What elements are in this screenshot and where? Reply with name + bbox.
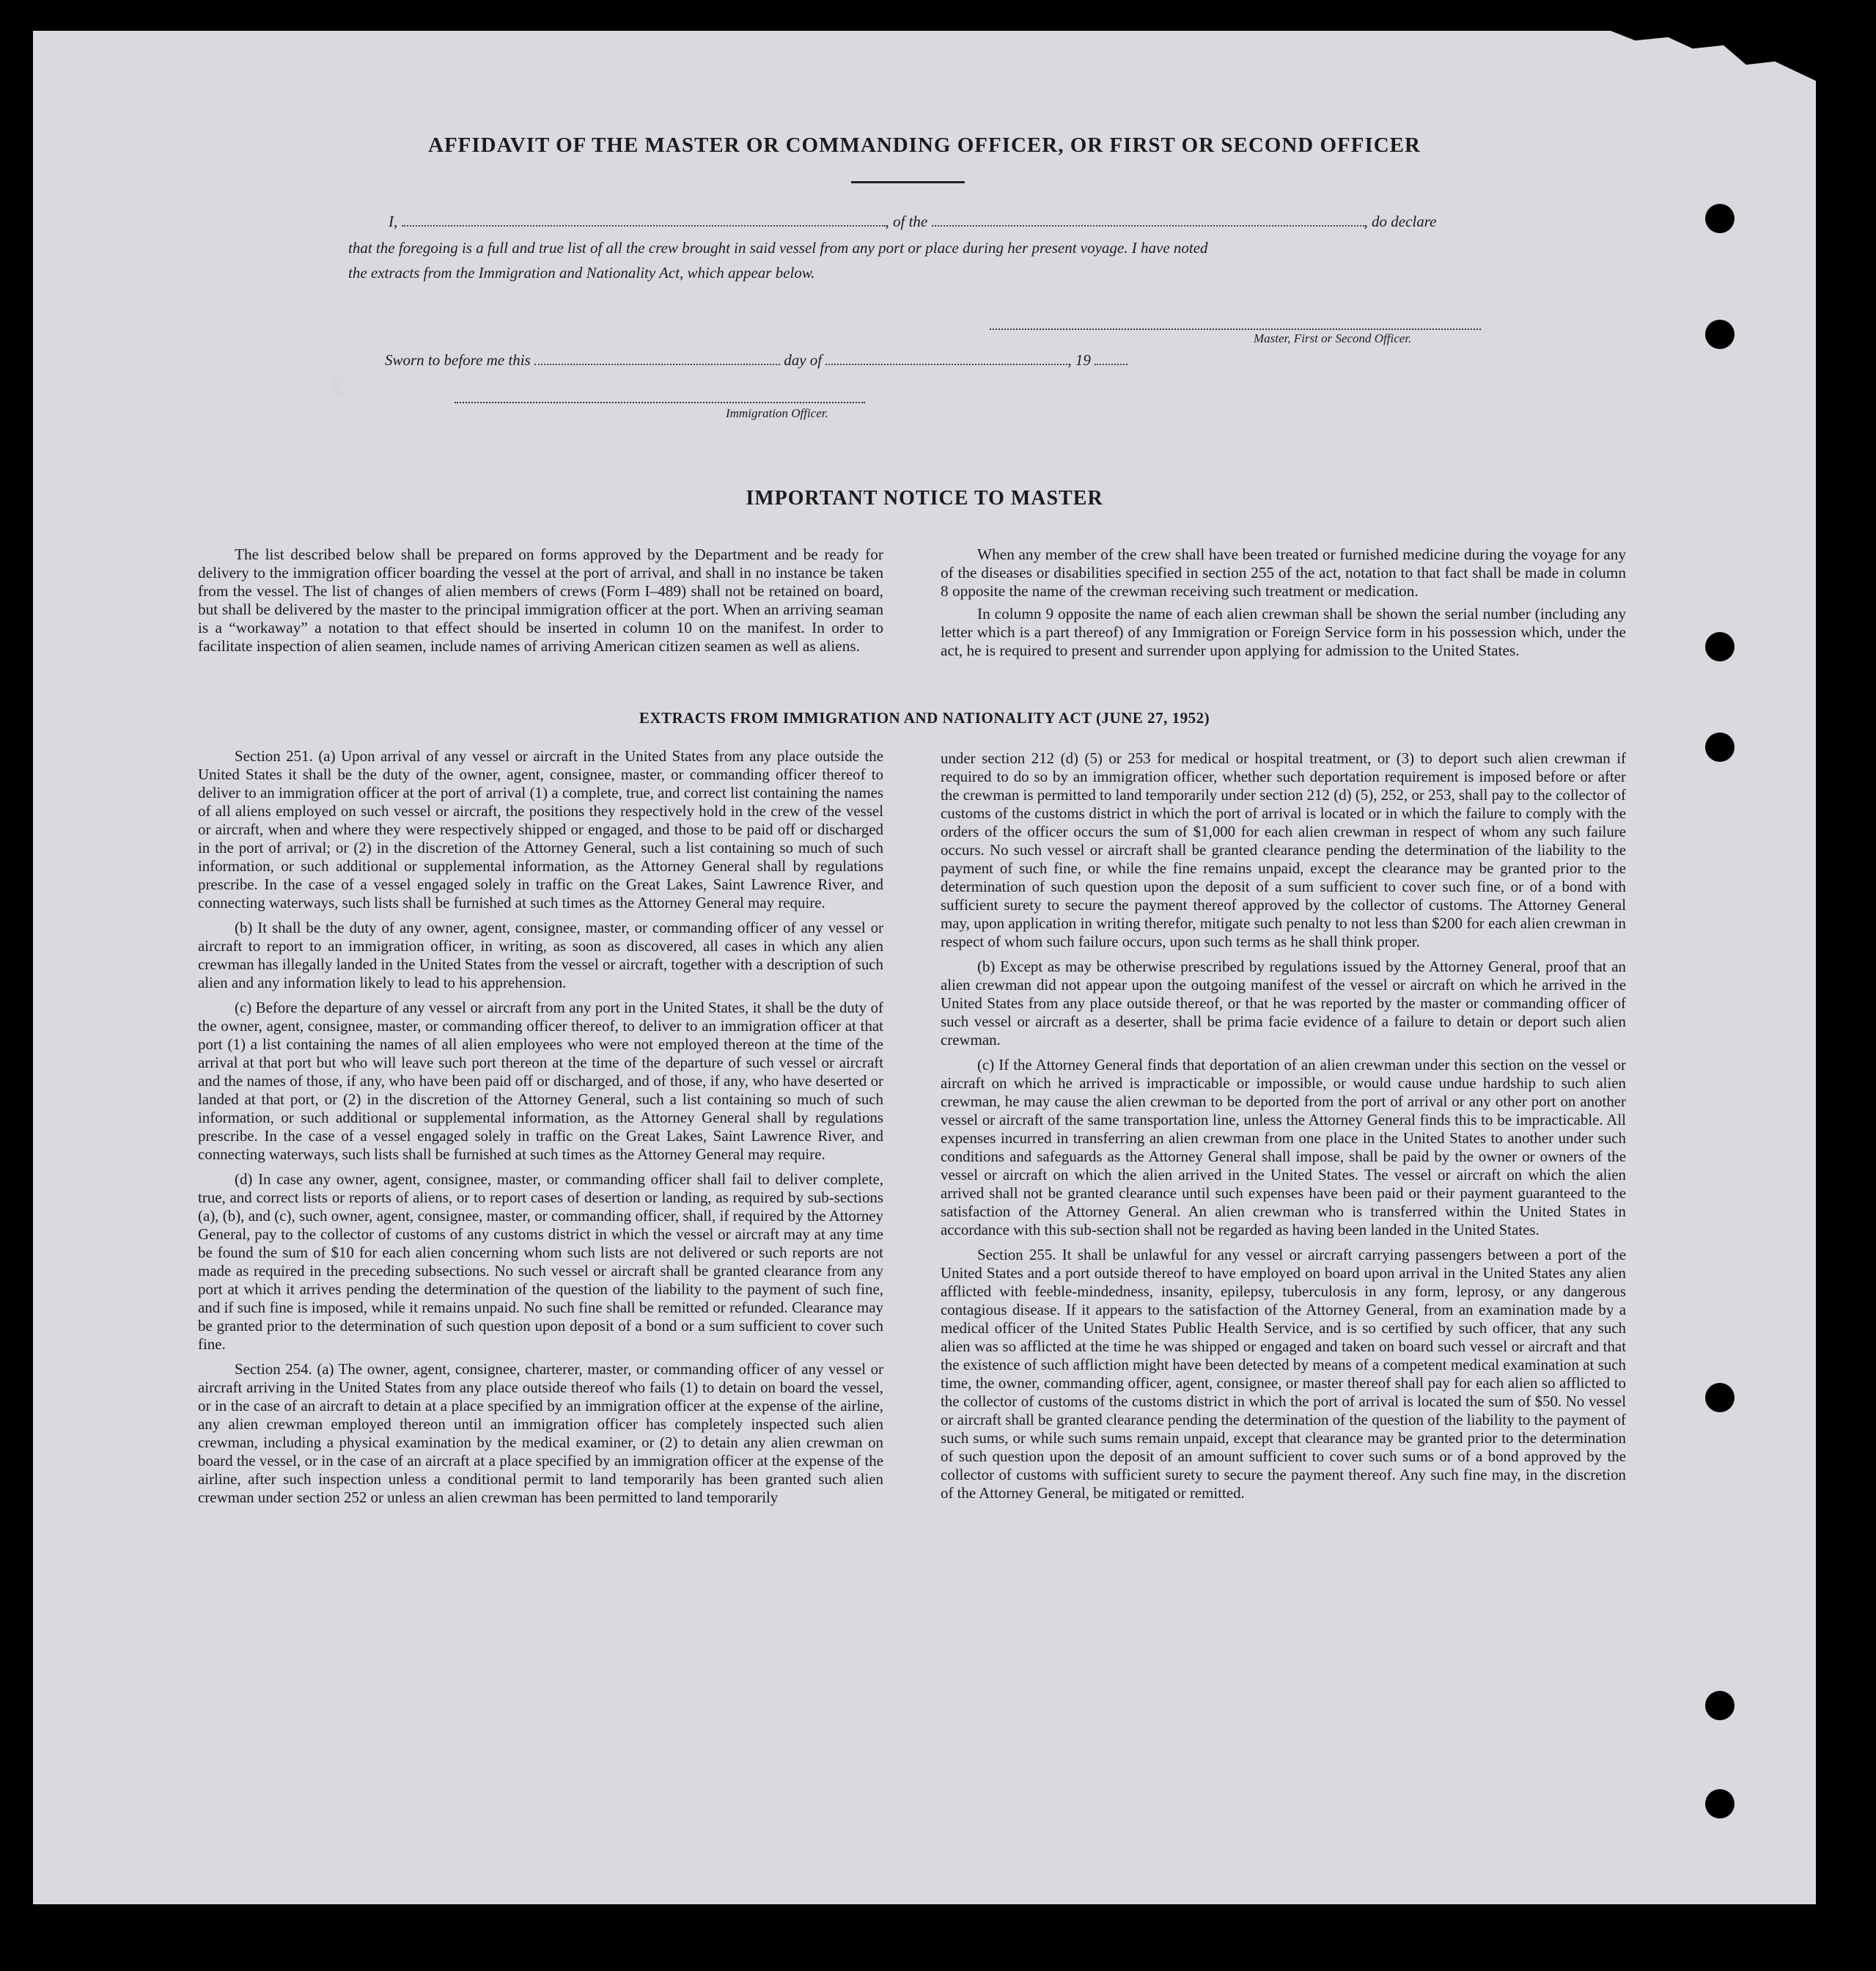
notice-right-column xyxy=(941,546,1626,664)
punch-hole xyxy=(1705,733,1735,762)
bleed-through-text: ░ xyxy=(331,375,342,397)
day-of-label: day of xyxy=(784,351,823,369)
section-paragraph: under section 212 (d) (5) or 253 for medical or hospital treatment, or (3) to deport such alien crewman if required to do so by an immigration officer, whether such deportation requirement is imposed before or after the crewman is permitted to land temporarily under section 212 (d) (5), 252, or 253, shall pay to the collector of customs of the customs district in which the port of arrival is located or in which the failure to comply with the orders of the officer occurs the sum of $1,000 for each alien crewman in respect of whom any such failure occurs. No such vessel or aircraft shall be granted clearance pending the determination of the liability to the payment of such fine, or while the fine remains unpaid, except the clearance may be granted prior to the determination of such question upon the deposit of a sum sufficient to cover such fine, or of a bond with sufficient surety to secure the payment thereof approved by the collector of customs. The Attorney General may, upon application in writing therefor, mitigate such penalty to not less than $200 for each alien crewman in respect of whom such failure occurs, upon such terms as he shall think proper. xyxy=(941,749,1626,950)
punch-hole xyxy=(1705,1383,1735,1412)
of-the-label: , of the xyxy=(885,213,928,230)
affidavit-title: AFFIDAVIT OF THE MASTER OR COMMANDING OFFICER, OR FIRST OR SECOND OFFICER xyxy=(428,133,1421,157)
sworn-year-field-line[interactable] xyxy=(1095,363,1128,365)
extracts-title: EXTRACTS FROM IMMIGRATION AND NATIONALITY ACT (JUNE 27, 1952) xyxy=(639,709,1210,727)
punch-hole xyxy=(1705,320,1735,349)
declaration-body-line-2: the extracts from the Immigration and Nationality Act, which appear below. xyxy=(348,264,815,282)
sworn-label: Sworn to before me this xyxy=(385,351,531,369)
immigration-officer-label: Immigration Officer. xyxy=(726,406,828,420)
section-paragraph: Section 255. It shall be unlawful for any vessel or aircraft carrying passengers between a port of the United States and a port outside thereof to have employed on board upon arrival in the United States any alien afflicted with feeble-mindedness, insanity, epilepsy, tuberculosis in any form, leprosy, or any dangerous contagious disease. If it appears to the satisfaction of the Attorney General, from an examination made by a medical officer of the United States Public Health Service, and is so certified by such officer, that any such alien was so afflicted at the time he was shipped or engaged and taken on board such vessel or aircraft and that the existence of such affliction might have been detected by means of a competent medical examination at such time, the owner, commanding officer, agent, consignee, or master thereof shall pay for each alien so afflicted to the collector of customs of the customs district in which the port of arrival is located the sum of $50. No vessel or aircraft shall be granted clearance pending the determination of the question of the liability to the payment of such sums, or while such sums remain unpaid, except that clearance may be granted prior to the determination of such question upon the deposit of an amount sufficient to cover such sums or of a bond approved by the collector of customs with sufficient surety to secure the payment thereof. Any such fine may, in the discretion of the Attorney General, be mitigated or remitted. xyxy=(941,1246,1626,1502)
declaration-line xyxy=(389,213,1436,231)
notice-paragraph: The list described below shall be prepared on forms approved by the Department and be ready for delivery to the immigration officer boarding the vessel at the port of arrival, and shall in no instance be taken from the vessel. The list of changes of alien members of crews (Form I–489) shall not be retained on board, but shall be delivered by the master to the principal immigration officer at the port. When an arriving seaman is a “workaway” a notation to that effect should be inserted in column 10 on the manifest. In order to facilitate inspection of alien seamen, include names of arriving American citizen seamen as well as aliens. xyxy=(198,546,883,655)
punch-hole xyxy=(1705,1789,1735,1818)
section-paragraph: (c) If the Attorney General finds that deportation of an alien crewman under this section on the vessel or aircraft on which he arrived is impracticable or impossible, or would cause undue hardship to such alien crewman, he may cause the alien crewman to be deported from the port of arrival or any other port on another vessel or aircraft of the same transportation line, unless the Attorney General finds this to be impracticable. All expenses incurred in transferring an alien crewman from one place in the United States to another under such conditions and safeguards as the Attorney General shall impose, shall be paid by the owner or owners of the vessel or aircraft on which the alien arrived in the United States. The vessel or aircraft on which the alien arrived shall not be granted clearance until such expenses have been paid or their payment guaranteed to the satisfaction of the Attorney General. An alien crewman who is transferred within the United States in accordance with this sub-section shall not be regarded as having been landed in the United States. xyxy=(941,1056,1626,1238)
notice-left-column xyxy=(198,546,883,662)
punch-hole xyxy=(1705,204,1735,233)
punch-hole xyxy=(1705,1691,1735,1720)
section-paragraph: (c) Before the departure of any vessel or aircraft from any port in the United States, it shall be the duty of the owner, agent, consignee, master, or commanding officer thereof, to deliver to an immigration officer at that port (1) a list containing the names of all alien employees who were not employed thereon at the time of the arrival at that port but who will leave such port thereon at the time of the departure of such vessel or aircraft and the names of those, if any, who have been paid off or discharged, and of those, if any, who have deserted or landed at that port, or (2) in the discretion of the Attorney General, such a list containing so much of such information, or such additional or supplemental information, as the Attorney General shall by regulations prescribe. In the case of a vessel engaged solely in traffic on the Great Lakes, Saint Lawrence River, and connecting waterways, such lists shall be furnished at such times as the Attorney General may require. xyxy=(198,999,883,1163)
vessel-field-line[interactable] xyxy=(932,224,1364,227)
section-paragraph: Section 254. (a) The owner, agent, consignee, charterer, master, or commanding officer of any vessel or aircraft arriving in the United States from any place outside thereof who fails (1) to detain on board the vessel, or in the case of an aircraft to detain at a place specified by an immigration officer at the expense of the airline, any alien crewman employed thereon until an immigration officer has completely inspected such alien crewman, including a physical examination by the medical examiner, or (2) to detain any alien crewman on board the vessel, or in the case of an aircraft at a place specified by an immigration officer at the expense of the airline, after such inspection unless a conditional permit to land temporarily has been granted such alien crewman under section 252 or unless an alien crewman has been permitted to land temporarily xyxy=(198,1360,883,1506)
extracts-right-column xyxy=(941,749,1626,1509)
section-paragraph: (d) In case any owner, agent, consignee, master, or commanding officer shall fail to deliver complete, true, and correct lists or reports of aliens, or to report cases of desertion or landing, as required by sub-sections (a), (b), and (c), such owner, agent, consignee, master, or commanding officer, shall, if required by the Attorney General, pay to the collector of customs of any customs district in which the vessel or aircraft may at any time be found the sum of $10 for each alien concerning whom such lists are not delivered or such reports are not made as required in the preceding subsections. No such vessel or aircraft shall be granted clearance from any port at which it arrives pending the determination of the question of the liability to the payment of such fine, and if such fine is imposed, while it remains unpaid. No such fine shall be remitted or refunded. Clearance may be granted prior to the determination of such question upon deposit of a bond or a sum sufficient to cover such fine. xyxy=(198,1170,883,1353)
sworn-month-field-line[interactable] xyxy=(825,363,1067,365)
section-paragraph: (b) Except as may be otherwise prescribed by regulations issued by the Attorney General, proof that an alien crewman did not appear upon the outgoing manifest of the vessel or aircraft on which he arrived in the United States from any place outside thereof, or that he was reported by the master or commanding officer of such vessel or aircraft as a deserter, shall be prima facie evidence of a failure to detain or deport such alien crewman. xyxy=(941,958,1626,1049)
notice-title: IMPORTANT NOTICE TO MASTER xyxy=(746,487,1103,510)
notice-paragraph: When any member of the crew shall have been treated or furnished medicine during the voyage for any of the diseases or disabilities specified in section 255 of the act, notation to that fact shall be made in column 8 opposite the name of the crewman receiving such treatment or medication. xyxy=(941,546,1626,600)
immigration-officer-signature-line[interactable] xyxy=(455,401,865,403)
document-page xyxy=(33,31,1816,1904)
extracts-left-column xyxy=(198,747,883,1513)
name-field-line[interactable] xyxy=(402,224,886,227)
section-paragraph: Section 251. (a) Upon arrival of any vessel or aircraft in the United States from any place outside the United States it shall be the duty of the owner, agent, consignee, master, or commanding officer thereof to deliver to an immigration officer at the port of arrival (1) a complete, true, and correct list containing the names of all aliens employed on such vessel or aircraft, the positions they respectively hold in the crew of the vessel or aircraft, when and where they were respectively shipped or engaged, and those to be paid off or discharged in the port of arrival; or (2) in the discretion of the Attorney General, such a list containing so much of such information, or such additional or supplemental information, as the Attorney General shall by regulations prescribe. In the case of a vessel engaged solely in traffic on the Great Lakes, Saint Lawrence River, and connecting waterways, such lists shall be furnished at such times as the Attorney General may require. xyxy=(198,747,883,911)
master-signature-line[interactable] xyxy=(990,328,1481,330)
sworn-line xyxy=(385,351,1128,370)
section-paragraph: (b) It shall be the duty of any owner, agent, consignee, master, or commanding officer of any vessel or aircraft to report to an immigration officer, in writing, as soon as discovered, all cases in which any alien crewman has illegally landed in the United States from the vessel or aircraft, together with a description of such alien and any information likely to lead to his apprehension. xyxy=(198,919,883,991)
declaration-body-line-1: that the foregoing is a full and true list of all the crew brought in said vessel from any port or place during her present voyage. I have noted xyxy=(348,239,1208,257)
year-label: , 19 xyxy=(1067,351,1091,369)
master-signature-label: Master, First or Second Officer. xyxy=(1254,331,1412,345)
punch-hole xyxy=(1705,632,1735,661)
notice-paragraph: In column 9 opposite the name of each alien crewman shall be shown the serial number (including any letter which is a part thereof) of any Immigration or Foreign Service form in his possession which, under the act, he is required to present and surrender upon applying for admission to the United States. xyxy=(941,605,1626,659)
declaration-i: I, xyxy=(389,213,398,230)
sworn-day-field-line[interactable] xyxy=(534,363,780,365)
title-rule xyxy=(851,181,965,183)
do-declare-label: , do declare xyxy=(1364,213,1437,230)
